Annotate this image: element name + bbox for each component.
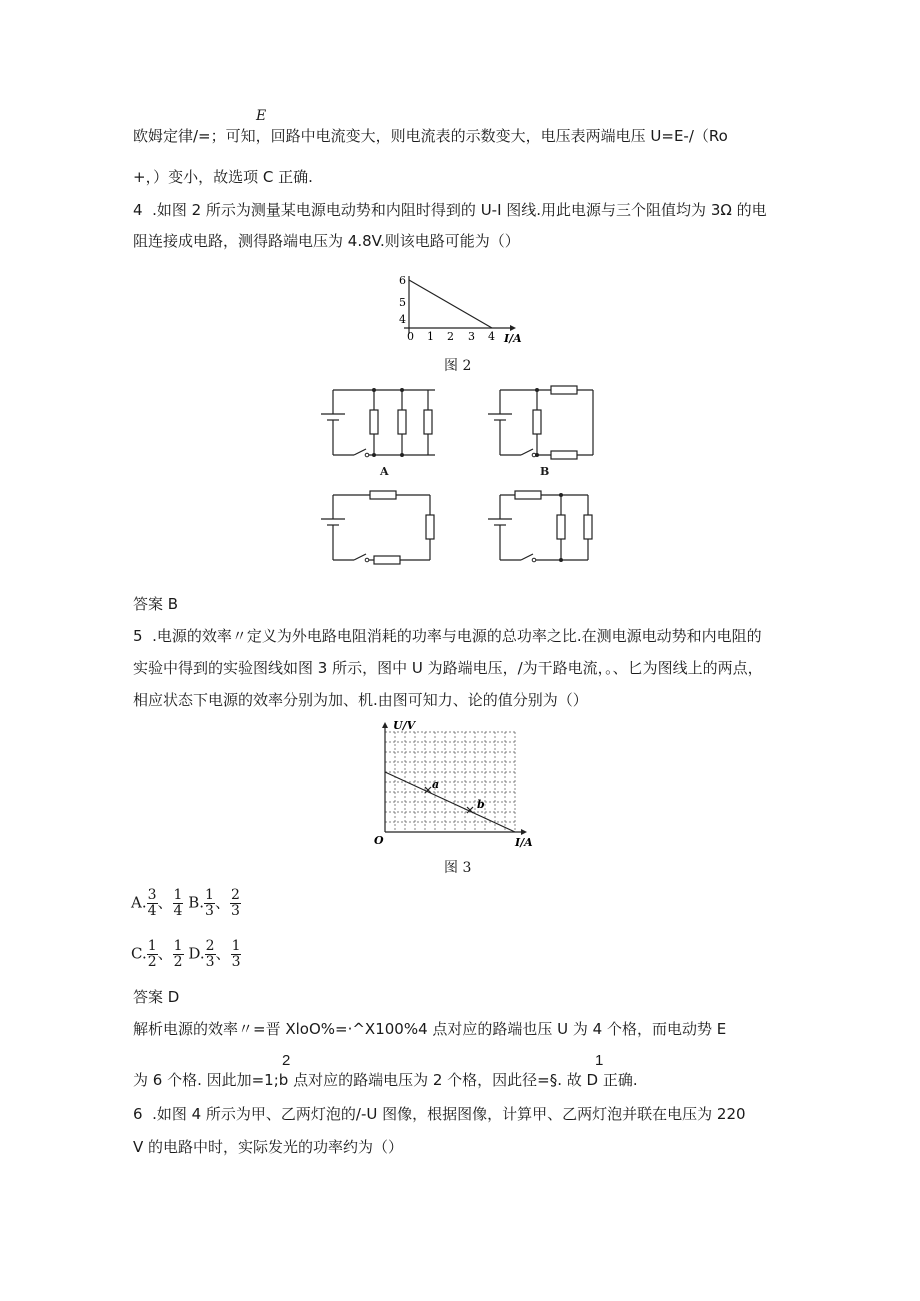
q5-analysis-superscript-2: 2 [282, 1052, 291, 1069]
fig2-y-tick-5: 5 [399, 296, 406, 309]
option-c-label: C. [131, 944, 147, 963]
option-c-fraction-1: $\frac{1}{2}$ [147, 938, 157, 970]
q6-text-line2: V 的电路中时，实际发光的功率约为（） [133, 1138, 404, 1156]
fig3-origin: O [374, 834, 384, 847]
fig2-x-tick-4: 4 [488, 330, 495, 343]
q5-text-line1: 5 .电源的效率〃定义为外电路电阻消耗的功率与电源的总功率之比.在测电源电动势和内电阻的 [133, 627, 762, 645]
fig3-x-label: I/A [515, 836, 533, 849]
q4-text-line1: 4 .如图 2 所示为测量某电源电动势和内阻时得到的 U-I 图线.用此电源与三个阻值均为 3Ω 的电 [133, 201, 767, 219]
fig2-x-label: I/A [504, 332, 522, 345]
fig2-x-tick-2: 2 [447, 330, 454, 343]
fig3-point-a-label: a [432, 778, 440, 791]
q5-options-cd: C. $\frac{1}{2}$ 、 $\frac{1}{2}$ D. $\frac{2}{3}$ 、 $\frac{1}{3}$ [131, 938, 241, 970]
formula-superscript-e: E [256, 108, 267, 124]
fig2-data-line [409, 280, 492, 328]
q4-text-line2: 阻连接成电路，测得路端电压为 4.8V.则该电路可能为（） [133, 232, 520, 250]
q6-text-line1: 6 .如图 4 所示为甲、乙两灯泡的/-U 图像，根据图像，计算甲、乙两灯泡并联在电压为 220 [133, 1105, 746, 1123]
q5-analysis-superscript-1: 1 [595, 1052, 604, 1069]
circuit-b [485, 385, 610, 465]
q5-analysis-line1: 解析电源的效率〃=晋 XloO%=·^X100%4 点对应的路端也压 U 为 4 个格，而电动势 E [133, 1020, 727, 1038]
circuit-a [318, 385, 443, 465]
option-b-fraction-2: $\frac{2}{3}$ [230, 887, 240, 919]
option-a-fraction-2: $\frac{1}{4}$ [173, 887, 183, 919]
fig3-y-arrow [382, 722, 388, 728]
circuit-d [485, 490, 610, 570]
fig2-x-tick-0: 0 [407, 330, 414, 343]
q5-text-line3: 相应状态下电源的效率分别为加、机.由图可知力、论的值分别为（） [133, 691, 588, 709]
q5-analysis-line2: 为 6 个格. 因此加=1;b 点对应的路端电压为 2 个格，因此径=§. 故 D 正确. [133, 1071, 638, 1089]
fig3-x-arrow [521, 829, 527, 835]
q5-answer: 答案 D [133, 988, 180, 1006]
q5-options-ab: A. $\frac{3}{4}$ 、 $\frac{1}{4}$ B. $\frac{1}{3}$ 、 $\frac{2}{3}$ [131, 887, 240, 919]
circuit-c [318, 490, 443, 570]
q5-text-line2: 实验中得到的实验图线如图 3 所示，图中 U 为路端电压，/为干路电流，。、匕为图线上的两点， [133, 659, 763, 677]
fig2-y-tick-4: 4 [399, 313, 406, 326]
text-line-ohms-law: 欧姆定律/=；可知，回路中电流变大，则电流表的示数变大，电压表两端电压 U=E-/（Ro [133, 127, 728, 145]
text-line-conclusion: +，）变小，故选项 C 正确. [133, 168, 313, 186]
fig3-data-line [385, 772, 515, 832]
figure-3-caption: 图 3 [444, 860, 472, 876]
option-a-fraction-1: $\frac{3}{4}$ [147, 887, 157, 919]
option-d-fraction-1: $\frac{2}{3}$ [205, 938, 215, 970]
option-b-label: B. [188, 893, 205, 912]
circuit-b-label: B [540, 465, 550, 478]
fig2-x-arrow [510, 325, 516, 331]
fig3-point-b-label: b [477, 798, 485, 811]
fig2-x-tick-3: 3 [468, 330, 475, 343]
option-d-fraction-2: $\frac{1}{3}$ [231, 938, 241, 970]
fig2-y-tick-6: 6 [399, 274, 406, 287]
figure-2-caption: 图 2 [444, 358, 472, 374]
figure-2-ui-graph [360, 270, 530, 348]
q4-answer: 答案 B [133, 595, 179, 613]
option-c-fraction-2: $\frac{1}{2}$ [173, 938, 183, 970]
option-d-label: D. [188, 944, 205, 963]
option-a-label: A. [131, 893, 147, 912]
figure-3-ui-graph [372, 718, 542, 850]
circuit-a-label: A [380, 465, 389, 478]
fig3-y-label: U/V [393, 719, 416, 732]
option-b-fraction-1: $\frac{1}{3}$ [205, 887, 214, 919]
fig2-x-tick-1: 1 [427, 330, 434, 343]
